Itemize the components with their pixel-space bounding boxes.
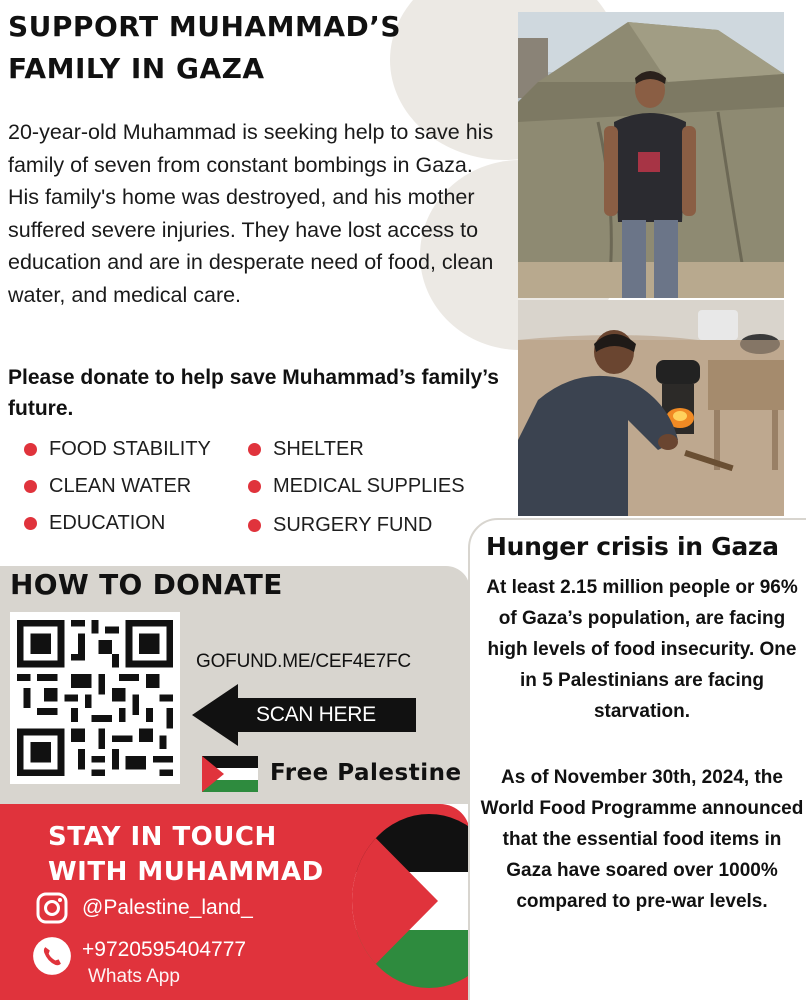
need-item <box>24 512 165 535</box>
need-label: SHELTER <box>273 438 364 460</box>
need-label: MEDICAL SUPPLIES <box>273 475 465 497</box>
instagram-icon[interactable] <box>34 890 70 926</box>
bullet-icon <box>24 517 37 530</box>
contact-heading: STAY IN TOUCH WITH MUHAMMAD <box>48 822 324 887</box>
instagram-handle[interactable]: @Palestine_land_ <box>82 896 253 919</box>
scan-here-label: SCAN HERE <box>256 703 376 726</box>
intro-paragraph: 20-year-old Muhammad is seeking help to save his family of seven from constant bombings in Gaza. His family's home was destroyed, and his mother suffered severe injuries. They have lost access to education and are in desperate need of food, clean water, and medical care. <box>8 120 494 307</box>
free-palestine-text: Free Palestine <box>270 760 462 786</box>
qr-code-icon <box>10 612 180 784</box>
photo-cooking <box>518 300 784 516</box>
donation-url[interactable]: GOFUND.ME/CEF4E7FC <box>196 651 411 672</box>
need-label: CLEAN WATER <box>49 475 192 497</box>
hunger-paragraph: As of November 30th, 2024, the World Food Programme announced that the essential food items in Gaza have soared over 1000% compared to pre-war levels. <box>480 767 804 912</box>
palestine-flag-icon <box>202 756 258 792</box>
cooking-illustration <box>518 300 784 516</box>
donate-heading: HOW TO DONATE <box>10 568 283 601</box>
bullet-icon <box>24 443 37 456</box>
tent-illustration <box>518 12 784 298</box>
need-item <box>248 438 364 461</box>
need-item <box>248 514 432 537</box>
page-title: SUPPORT MUHAMMAD’S FAMILY IN GAZA <box>8 10 402 85</box>
donation-ask: Please donate to help save Muhammad’s family’s future. <box>8 366 499 420</box>
phone-icon[interactable] <box>32 936 72 976</box>
qr-code[interactable] <box>10 612 180 784</box>
hunger-title: Hunger crisis in Gaza <box>486 532 779 561</box>
phone-number[interactable]: +9720595404777 <box>82 938 247 961</box>
bullet-icon <box>248 519 261 532</box>
need-label: FOOD STABILITY <box>49 438 211 460</box>
bullet-icon <box>24 480 37 493</box>
need-item <box>24 475 191 498</box>
bullet-icon <box>248 443 261 456</box>
photo-tent <box>518 12 784 298</box>
hunger-paragraph: At least 2.15 million people or 96% of Gaza’s population, are facing high levels of food insecurity. One in 5 Palestinians are facing starvation. <box>486 577 798 722</box>
phone-sub-label: Whats App <box>88 966 180 987</box>
need-item <box>24 438 211 461</box>
need-label: SURGERY FUND <box>273 514 433 536</box>
need-label: EDUCATION <box>49 512 166 534</box>
need-item <box>248 475 465 498</box>
bullet-icon <box>248 480 261 493</box>
